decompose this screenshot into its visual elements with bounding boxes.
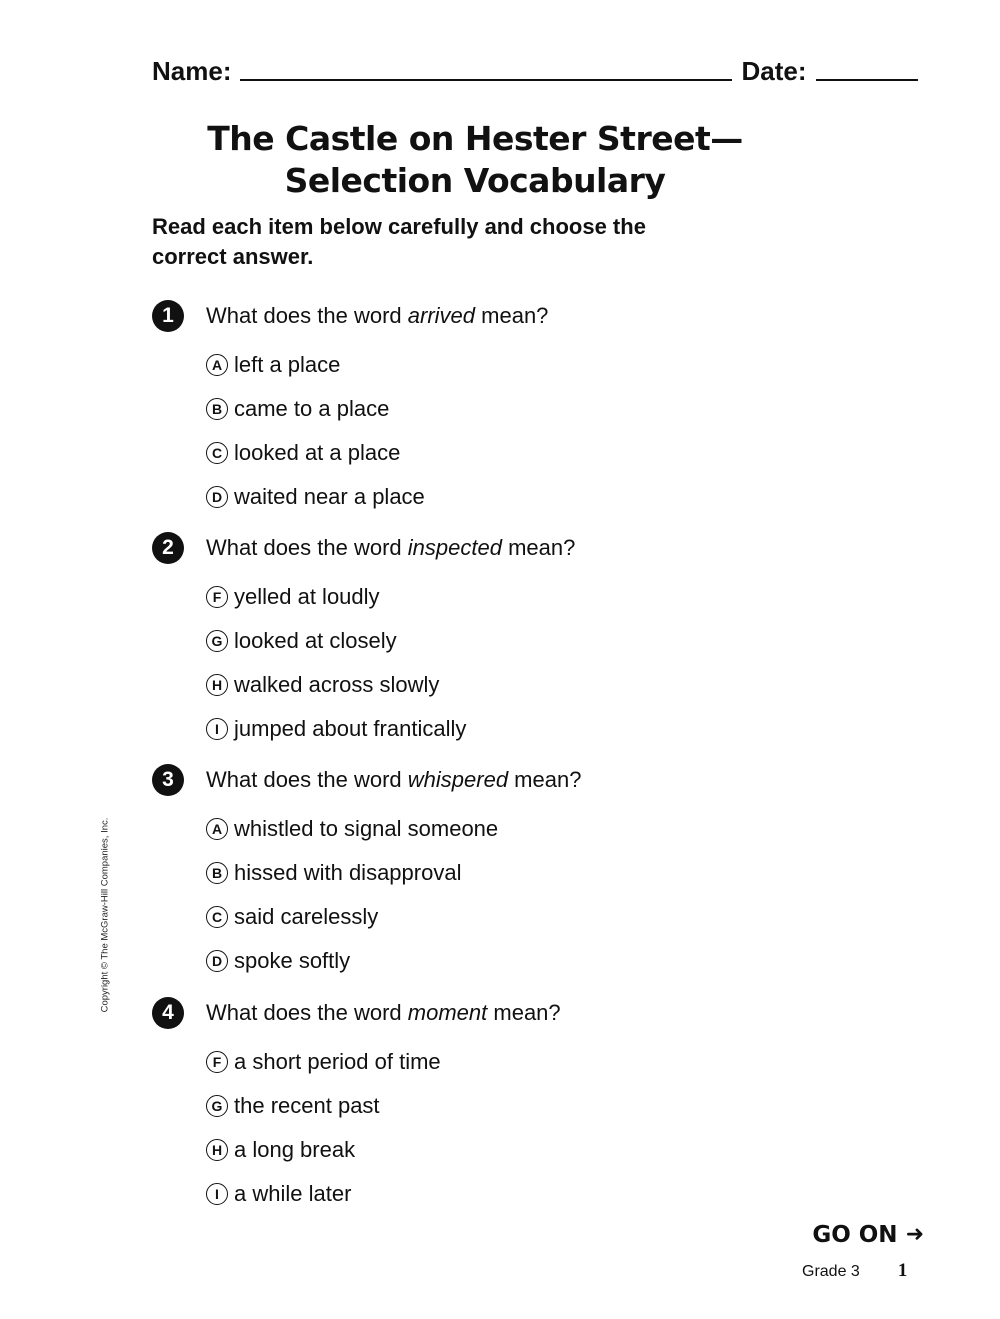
option-text: the recent past [234, 1093, 380, 1118]
question-number-badge: 1 [152, 300, 184, 332]
answer-option-a[interactable] [206, 343, 852, 387]
answer-option-c[interactable] [206, 895, 852, 939]
option-bubble[interactable]: D [206, 486, 228, 508]
answer-option-g[interactable] [206, 1084, 852, 1128]
page-number: 1 [897, 1260, 908, 1281]
answer-option-h[interactable] [206, 1128, 852, 1172]
grade-label: Grade 3 [802, 1263, 860, 1280]
title-line-1: The Castle on Hester Street— [207, 119, 743, 158]
question-4 [152, 996, 852, 1216]
question-2 [152, 531, 852, 751]
option-text: hissed with disapproval [234, 860, 462, 885]
option-text: a long break [234, 1137, 356, 1162]
option-text: jumped about frantically [234, 716, 467, 741]
answer-option-d[interactable] [206, 475, 852, 519]
question-1 [152, 299, 852, 519]
vocab-word: inspected [407, 535, 502, 560]
instructions [152, 212, 712, 272]
option-bubble[interactable]: A [206, 818, 228, 840]
answer-option-i[interactable] [206, 1172, 852, 1216]
option-text: left a place [234, 352, 341, 377]
option-text: yelled at loudly [234, 584, 380, 609]
answer-option-d[interactable] [206, 939, 852, 983]
answer-option-b[interactable] [206, 851, 852, 895]
option-bubble[interactable]: I [206, 718, 228, 740]
page-title [150, 118, 800, 202]
go-on-label: GO ON [812, 1222, 898, 1248]
option-bubble[interactable]: I [206, 1183, 228, 1205]
option-bubble[interactable]: C [206, 906, 228, 928]
answer-option-g[interactable] [206, 619, 852, 663]
option-text: waited near a place [234, 484, 425, 509]
question-prompt: What does the word whispered mean? [206, 767, 582, 792]
question-prompt: What does the word inspected mean? [206, 535, 576, 560]
option-bubble[interactable]: F [206, 586, 228, 608]
answer-option-i[interactable] [206, 707, 852, 751]
question-number-badge: 2 [152, 532, 184, 564]
go-on-indicator [812, 1220, 924, 1250]
answer-option-c[interactable] [206, 431, 852, 475]
name-label: Name: [152, 56, 232, 86]
option-text: a while later [234, 1181, 352, 1206]
option-bubble[interactable]: C [206, 442, 228, 464]
option-text: looked at a place [234, 440, 401, 465]
option-bubble[interactable]: H [206, 674, 228, 696]
copyright-notice: Copyright © The McGraw-Hill Companies, Inc. [99, 817, 111, 1013]
question-prompt: What does the word moment mean? [206, 1000, 561, 1025]
date-field[interactable] [816, 55, 918, 81]
option-bubble[interactable]: H [206, 1139, 228, 1161]
option-bubble[interactable]: B [206, 862, 228, 884]
title-line-2: Selection Vocabulary [284, 161, 666, 200]
question-3 [152, 763, 852, 983]
instructions-line-2: correct answer. [152, 244, 314, 269]
option-text: came to a place [234, 396, 390, 421]
option-text: looked at closely [234, 628, 397, 653]
option-bubble[interactable]: D [206, 950, 228, 972]
question-number-badge: 4 [152, 997, 184, 1029]
name-field[interactable] [240, 55, 732, 81]
question-prompt: What does the word arrived mean? [206, 303, 549, 328]
header-row [152, 52, 924, 86]
arrow-right-icon: ➜ [905, 1222, 924, 1247]
vocab-word: moment [407, 1000, 488, 1025]
answer-option-b[interactable] [206, 387, 852, 431]
option-text: a short period of time [234, 1049, 441, 1074]
option-text: said carelessly [234, 904, 379, 929]
date-label: Date: [741, 56, 807, 86]
instructions-line-1: Read each item below carefully and choose the [152, 214, 646, 239]
option-text: walked across slowly [234, 672, 440, 697]
answer-option-h[interactable] [206, 663, 852, 707]
answer-option-a[interactable] [206, 807, 852, 851]
option-bubble[interactable]: F [206, 1051, 228, 1073]
option-bubble[interactable]: G [206, 1095, 228, 1117]
option-bubble[interactable]: A [206, 354, 228, 376]
option-bubble[interactable]: G [206, 630, 228, 652]
answer-option-f[interactable] [206, 575, 852, 619]
question-number-badge: 3 [152, 764, 184, 796]
vocab-word: whispered [407, 767, 509, 792]
option-text: whistled to signal someone [234, 816, 499, 841]
vocab-word: arrived [407, 303, 476, 328]
option-text: spoke softly [234, 948, 351, 973]
option-bubble[interactable]: B [206, 398, 228, 420]
page-footer [802, 1260, 907, 1282]
answer-option-f[interactable] [206, 1040, 852, 1084]
